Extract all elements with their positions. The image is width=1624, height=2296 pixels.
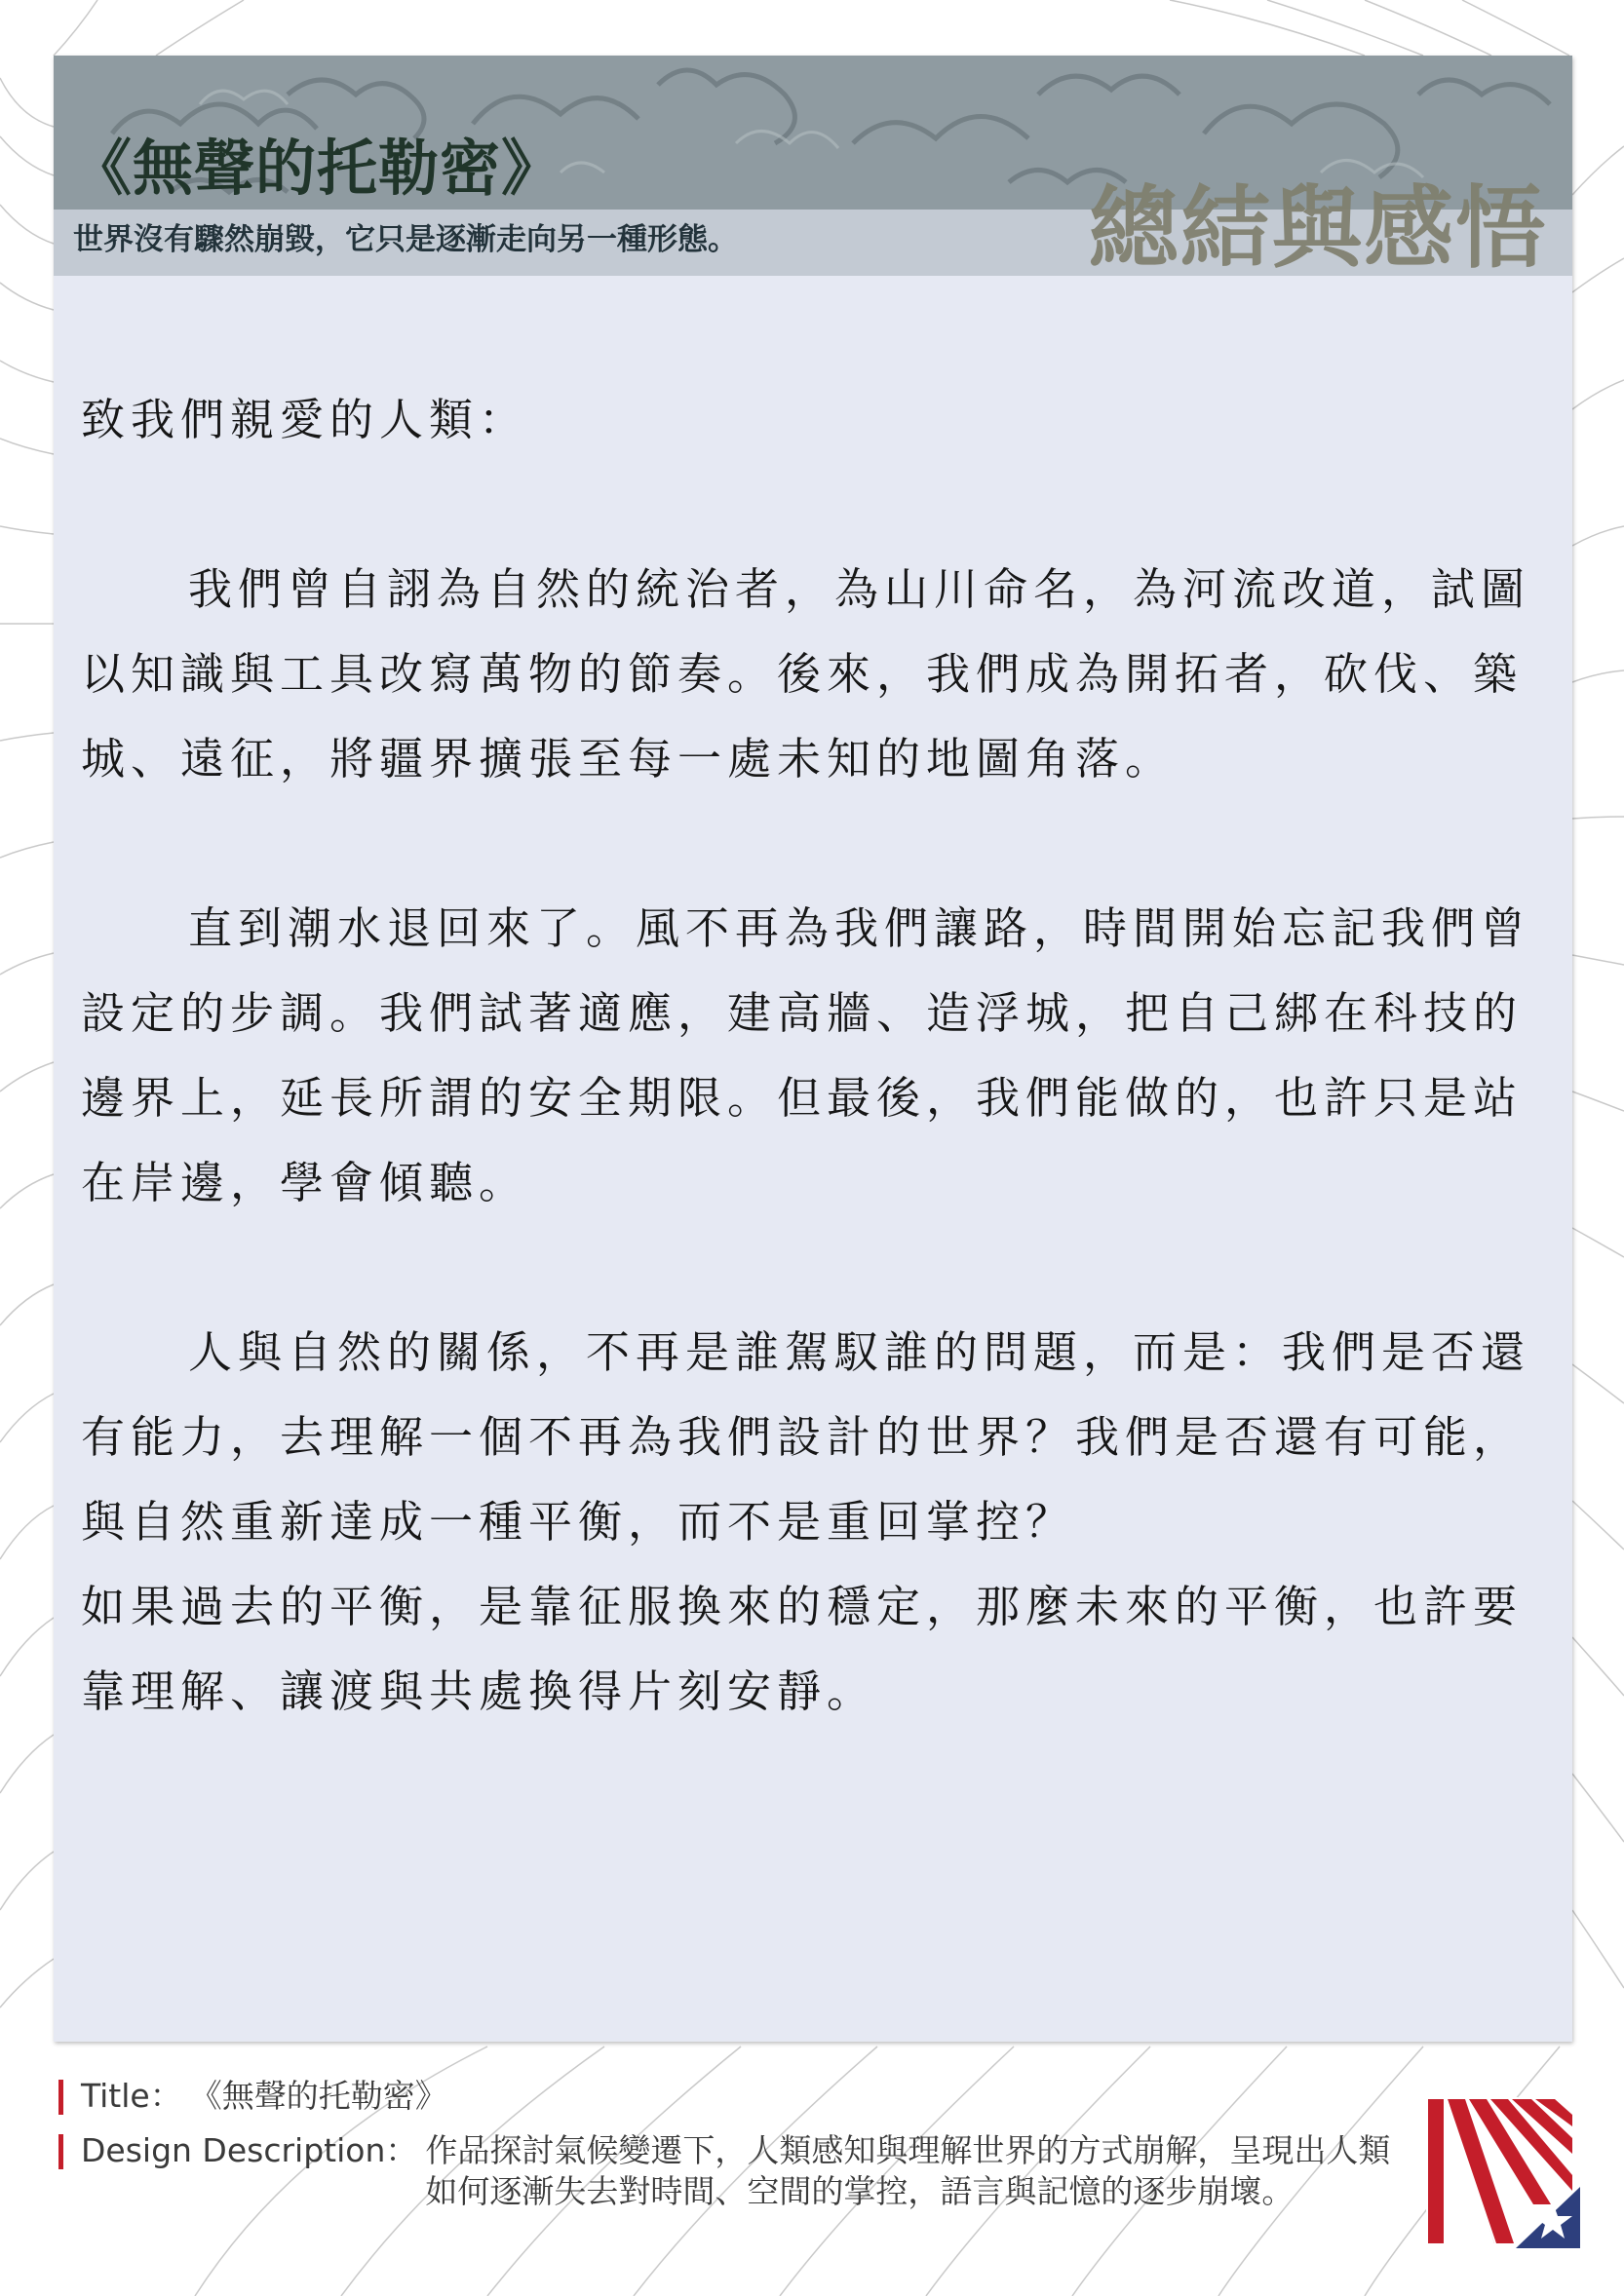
footer-title-value: 《無聲的托勒密》 bbox=[189, 2077, 447, 2115]
letter-paragraph-1: 我們曾自詡為自然的統治者，為山川命名，為河流改道，試圖以知識與工具改寫萬物的節奏。後來，我們成為開拓者，砍伐、築城、遠征，將疆界擴張至每一處未知的地圖角落。 bbox=[81, 563, 1531, 784]
letter-greeting: 致我們親愛的人類： bbox=[81, 394, 529, 445]
footer-title-row bbox=[58, 2076, 1423, 2130]
content-panel bbox=[54, 56, 1572, 2042]
footer-info bbox=[58, 2076, 1423, 2212]
letter-paragraph-3: 人與自然的關係，不再是誰駕馭誰的問題，而是：我們是否還有能力，去理解一個不再為我們設計的世界？我們是否還有可能，與自然重新達成一種平衡，而不是重回掌控？ bbox=[81, 1326, 1531, 1548]
letter-body bbox=[81, 377, 1543, 1734]
footer-description-value: 作品探討氣候變遷下，人類感知與理解世界的方式崩解，呈現出人類如何逐漸失去對時間、空間的掌控，語言與記憶的逐步崩壞。 bbox=[425, 2131, 1391, 2210]
red-marker bbox=[58, 2134, 63, 2169]
header-banner bbox=[54, 56, 1572, 276]
stripes-star-logo bbox=[1426, 2097, 1580, 2248]
footer-description-label: Design Description： bbox=[81, 2131, 418, 2169]
section-title: 總結與感悟 bbox=[1088, 175, 1547, 276]
footer-title-label: Title： bbox=[81, 2077, 182, 2115]
letter-paragraph-2: 直到潮水退回來了。風不再為我們讓路，時間開始忘記我們曾設定的步調。我們試著適應，建高牆、造浮城，把自己綁在科技的邊界上，延長所謂的安全期限。但最後，我們能做的，也許只是站在岸邊，學會傾聽。 bbox=[81, 902, 1531, 1208]
red-marker bbox=[58, 2080, 63, 2115]
letter-paragraph-3-continued: 如果過去的平衡，是靠征服換來的穩定，那麼未來的平衡，也許要靠理解、讓渡與共處換得片刻安靜。 bbox=[81, 1581, 1524, 1717]
footer-description-row bbox=[58, 2130, 1423, 2212]
page-title: 《無聲的托勒密》 bbox=[71, 133, 563, 204]
page-subtitle: 世界沒有驟然崩毀，它只是逐漸走向另一種形態。 bbox=[73, 222, 738, 257]
